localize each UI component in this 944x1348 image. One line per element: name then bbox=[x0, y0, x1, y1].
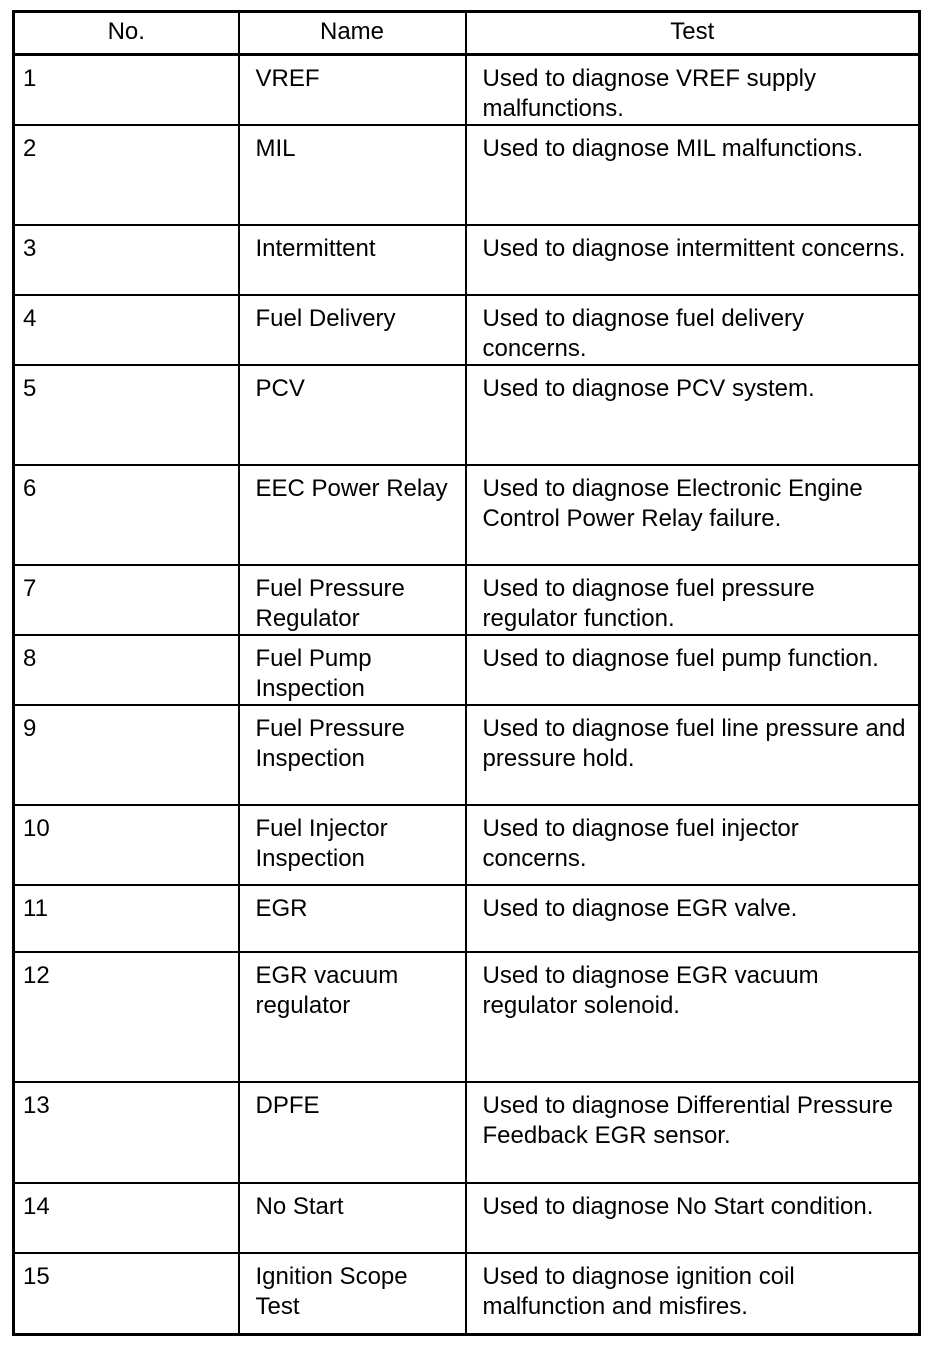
row-number: 5 bbox=[14, 365, 239, 465]
table-row bbox=[14, 805, 920, 885]
row-name: Ignition Scope Test bbox=[239, 1253, 466, 1334]
row-number: 12 bbox=[14, 952, 239, 1082]
row-name: Intermittent bbox=[239, 225, 466, 295]
row-number: 1 bbox=[14, 55, 239, 126]
row-test: Used to diagnose PCV system. bbox=[466, 365, 920, 465]
row-name: Fuel Pressure Inspection bbox=[239, 705, 466, 805]
header-test: Test bbox=[466, 12, 920, 55]
table-row bbox=[14, 55, 920, 126]
row-test: Used to diagnose EGR valve. bbox=[466, 885, 920, 952]
row-name: VREF bbox=[239, 55, 466, 126]
row-number: 8 bbox=[14, 635, 239, 705]
diagnostic-tests-table bbox=[12, 10, 921, 1336]
row-test: Used to diagnose fuel pressure regulator function. bbox=[466, 565, 920, 635]
row-test: Used to diagnose EGR vacuum regulator solenoid. bbox=[466, 952, 920, 1082]
table-row bbox=[14, 1253, 920, 1334]
row-name: Fuel Pump Inspection bbox=[239, 635, 466, 705]
row-test: Used to diagnose No Start condition. bbox=[466, 1183, 920, 1253]
header-name: Name bbox=[239, 12, 466, 55]
row-test: Used to diagnose fuel injector concerns. bbox=[466, 805, 920, 885]
row-test: Used to diagnose fuel delivery concerns. bbox=[466, 295, 920, 365]
table-row bbox=[14, 465, 920, 565]
header-no: No. bbox=[14, 12, 239, 55]
table-row bbox=[14, 705, 920, 805]
table-row bbox=[14, 125, 920, 225]
row-number: 4 bbox=[14, 295, 239, 365]
row-name: EGR vacuum regulator bbox=[239, 952, 466, 1082]
row-test: Used to diagnose MIL malfunctions. bbox=[466, 125, 920, 225]
table-header bbox=[14, 12, 920, 55]
table-row bbox=[14, 885, 920, 952]
header-row bbox=[14, 12, 920, 55]
row-test: Used to diagnose Electronic Engine Control Power Relay failure. bbox=[466, 465, 920, 565]
row-number: 3 bbox=[14, 225, 239, 295]
row-test: Used to diagnose ignition coil malfunction and misfires. bbox=[466, 1253, 920, 1334]
row-number: 9 bbox=[14, 705, 239, 805]
row-name: PCV bbox=[239, 365, 466, 465]
table-row bbox=[14, 1082, 920, 1183]
table-row bbox=[14, 952, 920, 1082]
row-number: 2 bbox=[14, 125, 239, 225]
row-number: 7 bbox=[14, 565, 239, 635]
table-row bbox=[14, 635, 920, 705]
row-number: 11 bbox=[14, 885, 239, 952]
row-name: EEC Power Relay bbox=[239, 465, 466, 565]
row-name: Fuel Injector Inspection bbox=[239, 805, 466, 885]
table-row bbox=[14, 1183, 920, 1253]
table-row bbox=[14, 225, 920, 295]
row-test: Used to diagnose Differential Pressure Feedback EGR sensor. bbox=[466, 1082, 920, 1183]
row-number: 14 bbox=[14, 1183, 239, 1253]
table-row bbox=[14, 365, 920, 465]
row-number: 15 bbox=[14, 1253, 239, 1334]
table-body bbox=[14, 55, 920, 1335]
table-row bbox=[14, 565, 920, 635]
row-number: 6 bbox=[14, 465, 239, 565]
table-row bbox=[14, 295, 920, 365]
row-test: Used to diagnose intermittent concerns. bbox=[466, 225, 920, 295]
row-name: Fuel Delivery bbox=[239, 295, 466, 365]
row-name: EGR bbox=[239, 885, 466, 952]
row-name: MIL bbox=[239, 125, 466, 225]
row-test: Used to diagnose fuel line pressure and pressure hold. bbox=[466, 705, 920, 805]
row-name: Fuel Pressure Regulator bbox=[239, 565, 466, 635]
row-number: 10 bbox=[14, 805, 239, 885]
row-test: Used to diagnose VREF supply malfunctions. bbox=[466, 55, 920, 126]
row-name: DPFE bbox=[239, 1082, 466, 1183]
row-test: Used to diagnose fuel pump function. bbox=[466, 635, 920, 705]
row-name: No Start bbox=[239, 1183, 466, 1253]
row-number: 13 bbox=[14, 1082, 239, 1183]
